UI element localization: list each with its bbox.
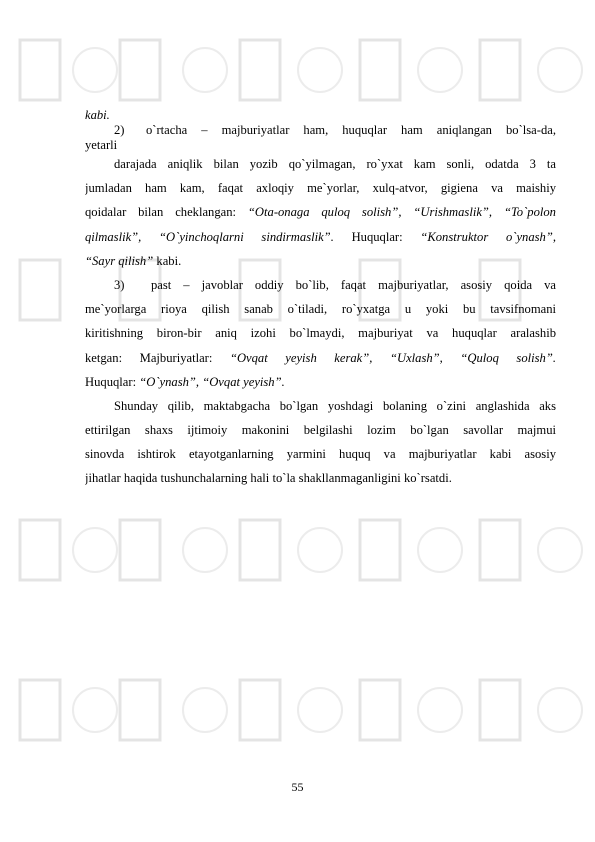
plain-text: Huquqlar: — [351, 229, 403, 244]
text-line: darajada aniqlik bilan yozib qo`yilmagan, ro`yxat kam sonli, odatda 3 ta — [114, 157, 556, 171]
text-line — [85, 200, 556, 224]
page-number: 55 — [291, 780, 304, 794]
italic-text: “Ota-onaga quloq solish”, “Urishmaslik”, “To`polon — [247, 205, 556, 220]
text-line: me`yorlarga rioya qilish sanab o`tiladi, ro`yxatga u yoki bu tavsifnomani — [85, 302, 556, 317]
plain-text: Huquqlar: — [85, 374, 137, 389]
text-line: jumladan ham kam, faqat axloqiy me`yorlar, xulq-atvor, gigiena va maishiy — [85, 181, 556, 196]
italic-text: qilmaslik”, “O`yinchoqlarni sindirmaslik”. — [85, 229, 334, 244]
italic-text: kabi. — [85, 108, 110, 122]
list-number: 2) — [114, 123, 125, 137]
paragraph-continuation — [85, 108, 556, 123]
text-line: Shunday qilib, maktabgacha bo`lgan yoshdagi bolaning o`zini anglashida aks — [114, 398, 556, 413]
text-line: sinovda ishtirok etayotganlarning yarmini huquq va majburiyatlar kabi asosiy — [85, 447, 556, 462]
list-number: 3) — [114, 277, 125, 292]
list-item-3-line — [85, 273, 556, 297]
italic-text: “O`ynash”, “Ovqat yeyish”. — [139, 374, 285, 389]
text-line: o`rtacha – majburiyatlar ham, huquqlar ham aniqlangan bo`lsa-da, — [146, 123, 556, 137]
italic-text: “Sayr qilish” — [85, 253, 154, 268]
text-line: ettirilgan shaxs ijtimoiy makonini belgilashi lozim bo`lgan savollar majmui — [85, 423, 556, 438]
list-item-2-line — [85, 123, 556, 138]
text-line — [85, 225, 556, 249]
text-line — [85, 370, 556, 394]
document-body — [85, 108, 556, 491]
text-line: past – javoblar oddiy bo`lib, faqat majburiyatlar, asosiy qoida va — [151, 277, 556, 292]
text-line: yetarli — [85, 138, 118, 152]
plain-text: qoidalar bilan cheklangan: — [85, 205, 237, 220]
italic-text: “Ovqat yeyish kerak”, “Uxlash”, “Quloq solish”. — [229, 350, 556, 365]
italic-text: “Konstruktor o`ynash”, — [420, 229, 556, 244]
plain-text: ketgan: Majburiyatlar: — [85, 350, 213, 365]
plain-text: kabi. — [156, 253, 182, 268]
text-line: jihatlar haqida tushunchalarning hali to`la shakllanmaganligini ko`rsatdi. — [85, 471, 452, 486]
text-line: kiritishning biron-bir aniq izohi bo`lmaydi, majburiyat va huquqlar aralashib — [85, 326, 556, 341]
text-line — [85, 249, 556, 273]
text-line — [85, 346, 556, 370]
